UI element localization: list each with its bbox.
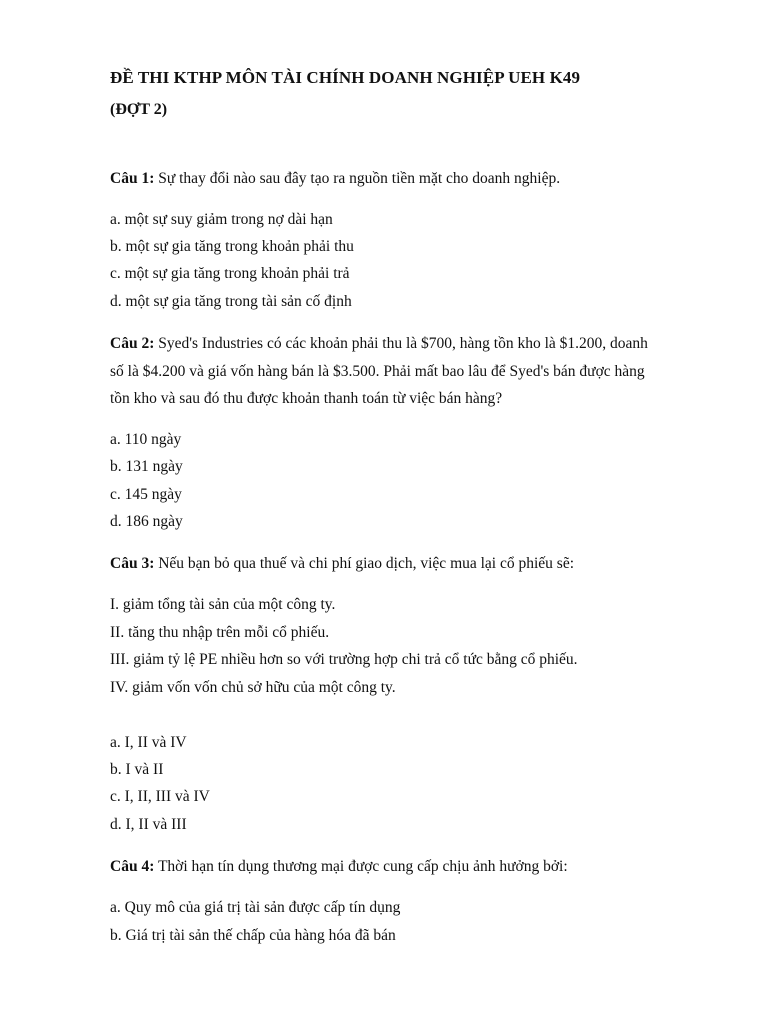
question-3-text: Nếu bạn bỏ qua thuế và chi phí giao dịch, việc mua lại cổ phiếu sẽ: xyxy=(154,555,575,572)
question-2-option-a: a. 110 ngày xyxy=(110,431,182,448)
question-3-option-a: a. I, II và IV xyxy=(110,734,187,751)
question-1-option-a: a. một sự suy giảm trong nợ dài hạn xyxy=(110,211,333,228)
question-1-label: Câu 1: xyxy=(110,170,155,187)
question-2-prompt xyxy=(110,334,648,354)
question-4-option-b: b. Giá trị tài sản thế chấp của hàng hóa đã bán xyxy=(110,927,396,944)
question-1-option-c: c. một sự gia tăng trong khoản phải trả xyxy=(110,265,350,282)
question-3-statement-3: III. giảm tỷ lệ PE nhiều hơn so với trường hợp chi trả cổ tức bằng cổ phiếu. xyxy=(110,651,578,668)
question-2-option-c: c. 145 ngày xyxy=(110,486,182,503)
question-3-statement-1: I. giảm tổng tài sản của một công ty. xyxy=(110,596,336,613)
question-2-text-line-1: Syed's Industries có các khoản phải thu là $700, hàng tồn kho là $1.200, doanh xyxy=(154,335,648,352)
question-1-text: Sự thay đổi nào sau đây tạo ra nguồn tiền mặt cho doanh nghiệp. xyxy=(154,170,561,187)
question-4-option-a: a. Quy mô của giá trị tài sản được cấp tín dụng xyxy=(110,899,401,916)
question-3-label: Câu 3: xyxy=(110,555,155,572)
question-1-option-d: d. một sự gia tăng trong tài sản cố định xyxy=(110,293,352,310)
document-subtitle: (ĐỢT 2) xyxy=(110,101,168,118)
question-1-option-b: b. một sự gia tăng trong khoản phải thu xyxy=(110,238,354,255)
question-4-text: Thời hạn tín dụng thương mại được cung cấp chịu ảnh hưởng bởi: xyxy=(154,858,568,875)
question-2-text-line-3: tồn kho và sau đó thu được khoản thanh toán từ việc bán hàng? xyxy=(110,390,503,407)
question-2-option-d: d. 186 ngày xyxy=(110,513,183,530)
question-3-statement-4: IV. giảm vốn vốn chủ sở hữu của một công ty. xyxy=(110,679,396,696)
question-4-prompt xyxy=(110,857,568,877)
question-3-option-d: d. I, II và III xyxy=(110,816,187,833)
question-3-option-b: b. I và II xyxy=(110,761,164,778)
document-title: ĐỀ THI KTHP MÔN TÀI CHÍNH DOANH NGHIỆP UEH K49 xyxy=(110,68,581,87)
question-3-statement-2: II. tăng thu nhập trên mỗi cổ phiếu. xyxy=(110,624,330,641)
question-1-prompt xyxy=(110,169,560,189)
question-2-label: Câu 2: xyxy=(110,335,155,352)
question-4-label: Câu 4: xyxy=(110,858,155,875)
question-3-option-c: c. I, II, III và IV xyxy=(110,788,210,805)
question-3-prompt xyxy=(110,554,574,574)
question-2-option-b: b. 131 ngày xyxy=(110,458,183,475)
question-2-text-line-2: số là $4.200 và giá vốn hàng bán là $3.500. Phải mất bao lâu để Syed's bán được hàng xyxy=(110,363,645,380)
